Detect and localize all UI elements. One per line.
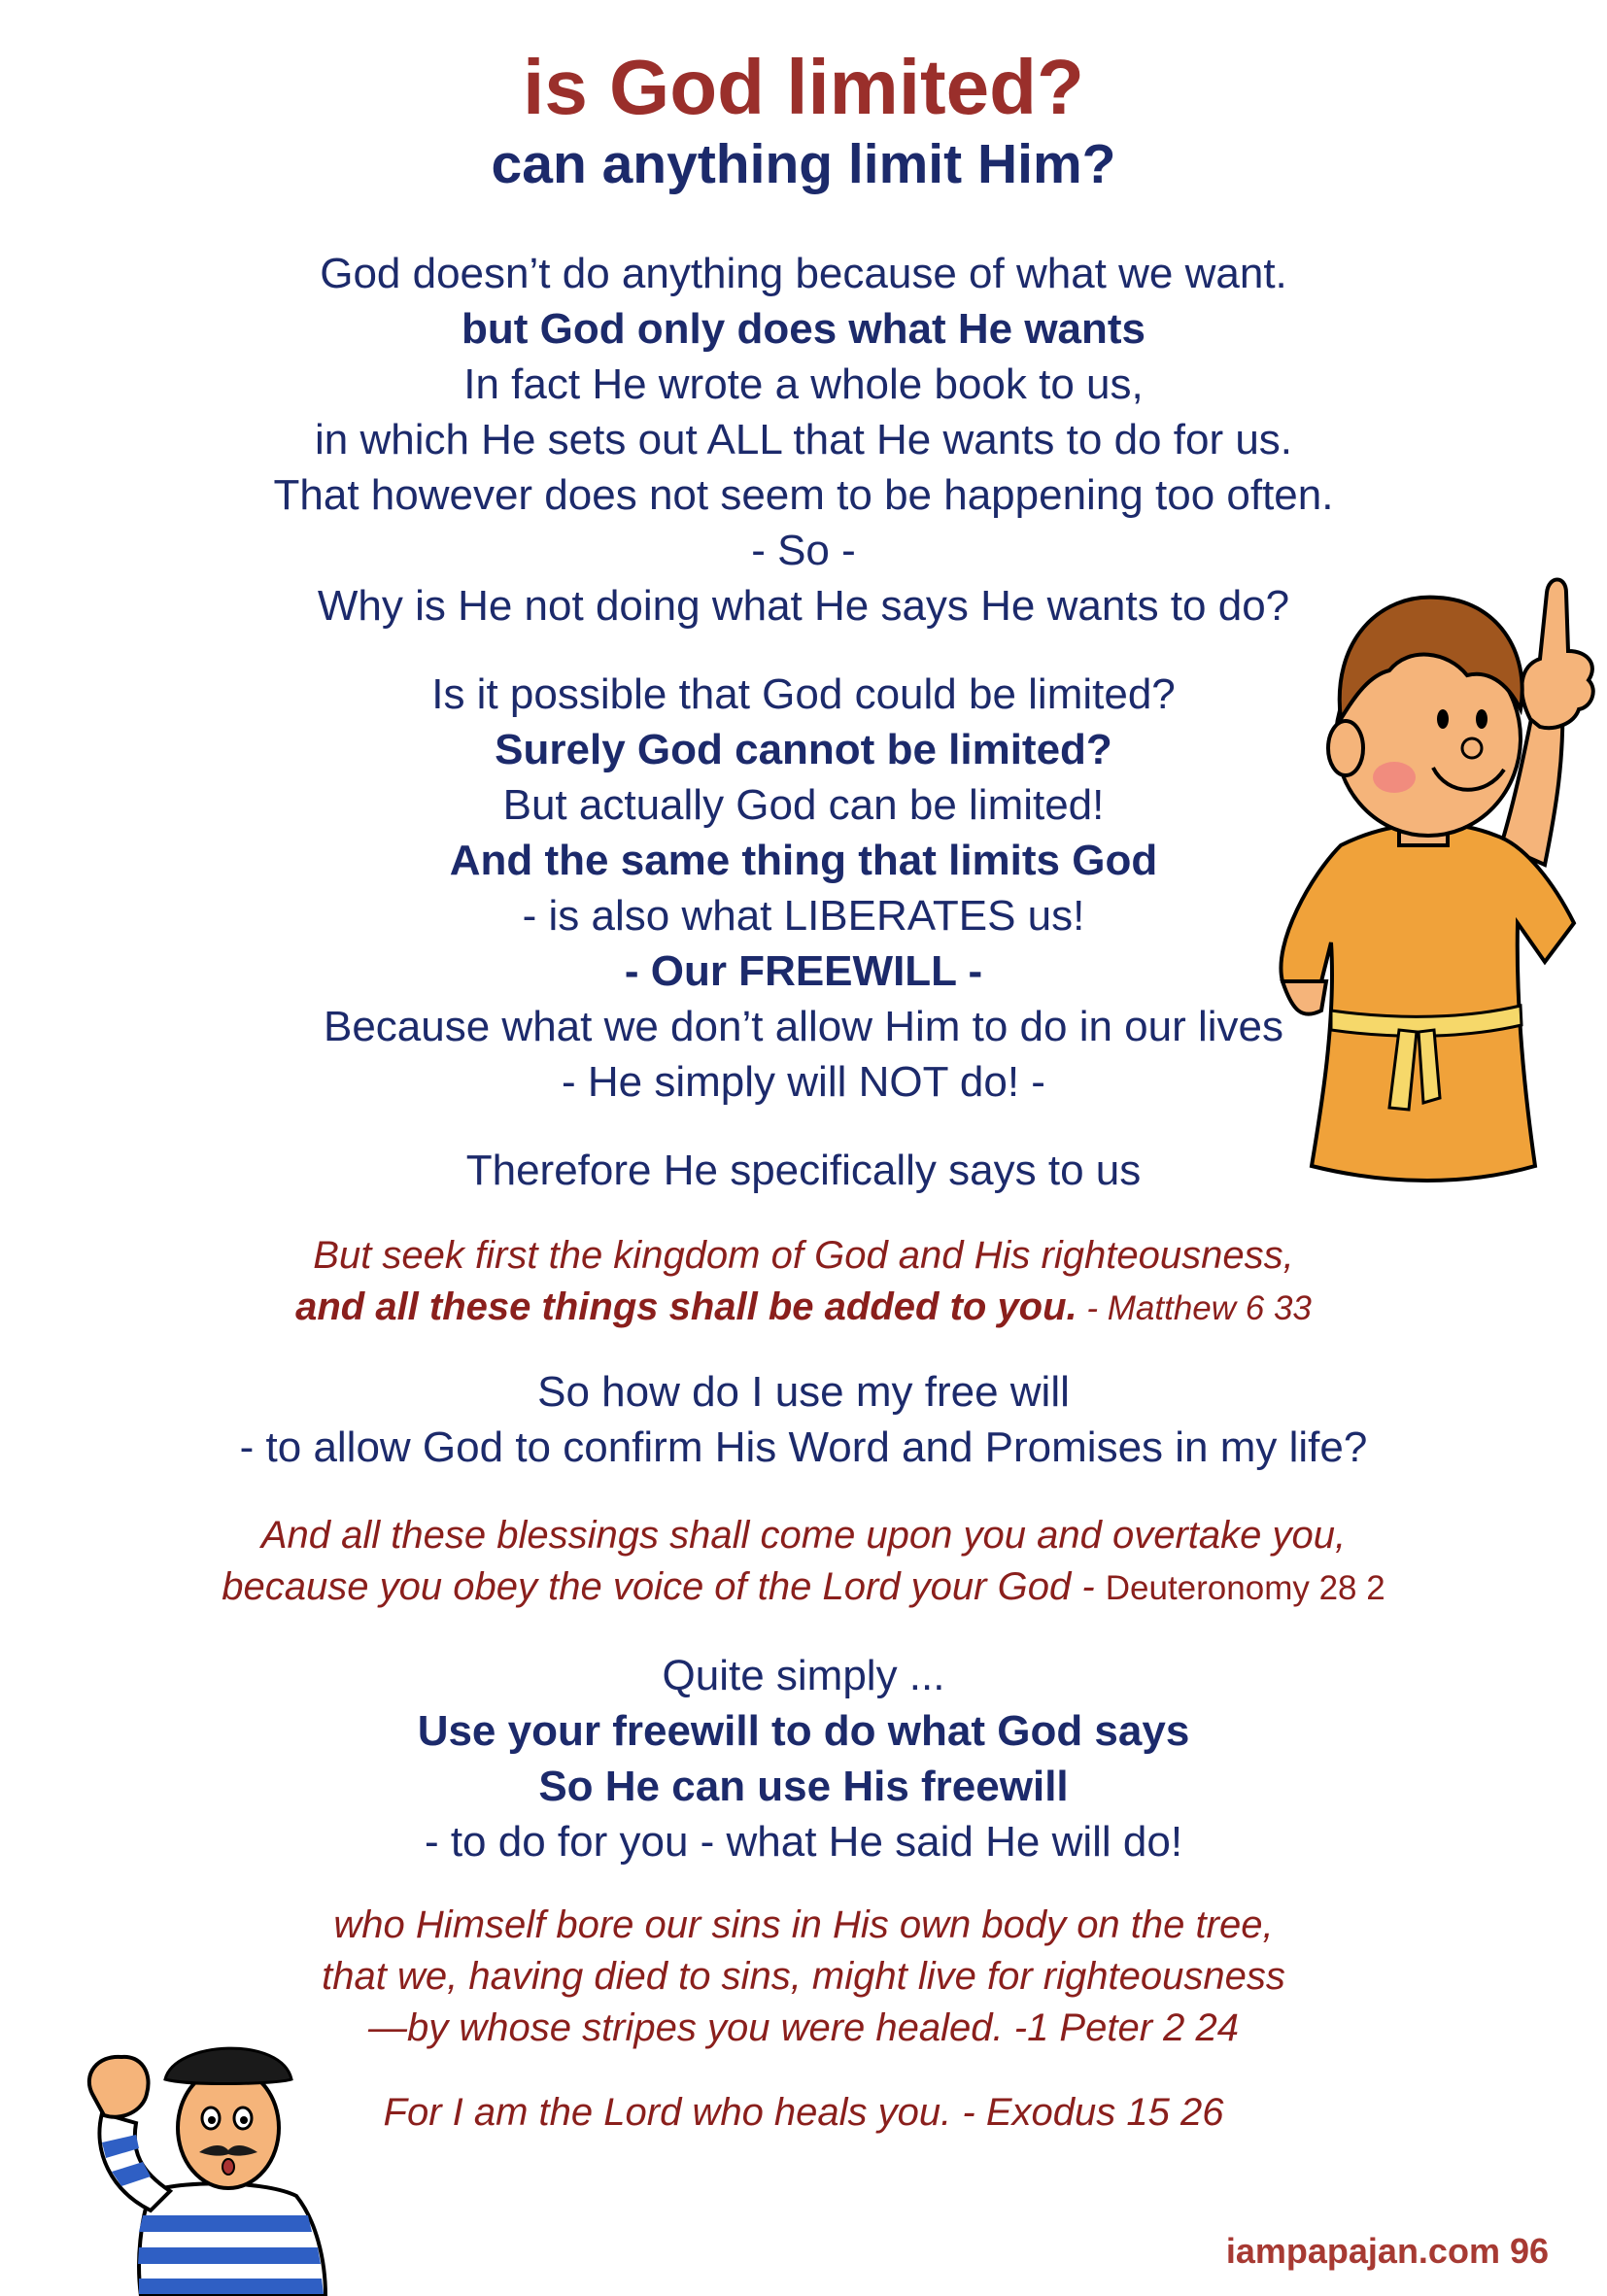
text-line: - He simply will NOT do! - bbox=[562, 1058, 1045, 1106]
text-line-bold: Surely God cannot be limited? bbox=[495, 726, 1112, 773]
text-line-bold: Use your freewill to do what God says bbox=[417, 1707, 1190, 1755]
text-line: God doesn’t do anything because of what we want. bbox=[320, 250, 1287, 297]
verse-exodus: For I am the Lord who heals you. - Exodus 15 26 bbox=[383, 2091, 1224, 2134]
text-line: That however does not seem to be happening too often. bbox=[273, 471, 1334, 519]
verse-line: who Himself bore our sins in His own body on the tree, bbox=[333, 1903, 1274, 1946]
text-line: So how do I use my free will bbox=[537, 1368, 1070, 1416]
verse-reference: - Matthew 6 33 bbox=[1077, 1289, 1312, 1327]
beret-man-illustration bbox=[83, 2026, 345, 2296]
page-subtitle: can anything limit Him? bbox=[491, 133, 1116, 195]
text-line: But actually God can be limited! bbox=[502, 781, 1105, 829]
text-line-bold: - Our FREEWILL - bbox=[624, 947, 983, 995]
answer-block bbox=[0, 1648, 1607, 1869]
text-line: in which He sets out ALL that He wants to do for us. bbox=[314, 416, 1293, 463]
question-block bbox=[0, 1364, 1607, 1475]
verse-reference: Deuteronomy 28 2 bbox=[1105, 1569, 1385, 1607]
verse-line bbox=[0, 1561, 1607, 1614]
text-line: Why is He not doing what He says He wants to do? bbox=[317, 582, 1290, 630]
verse-line: But seek first the kingdom of God and His righteousness, bbox=[313, 1234, 1294, 1277]
text-line: Because what we don’t allow Him to do in our lives bbox=[323, 1003, 1284, 1050]
text-line: - to do for you - what He said He will do! bbox=[424, 1818, 1183, 1866]
verse-line: —by whose stripes you were healed. -1 Peter 2 24 bbox=[367, 2006, 1240, 2049]
text-line: - to allow God to confirm His Word and Promises in my life? bbox=[239, 1423, 1368, 1471]
text-line-bold: but God only does what He wants bbox=[461, 305, 1146, 353]
verse-deuteronomy bbox=[0, 1510, 1607, 1614]
text-line: - is also what LIBERATES us! bbox=[522, 892, 1085, 940]
pointing-boy-illustration bbox=[1253, 554, 1603, 1195]
therefore-line: Therefore He specifically says to us bbox=[465, 1147, 1142, 1194]
text-line: - So - bbox=[751, 527, 856, 574]
verse-matthew bbox=[0, 1230, 1607, 1334]
text-line: In fact He wrote a whole book to us, bbox=[463, 360, 1144, 408]
verse-line: that we, having died to sins, might live for righteousness bbox=[322, 1955, 1285, 1998]
verse-line bbox=[0, 1282, 1607, 1334]
verse-line-bold: and all these things shall be added to you. bbox=[295, 1285, 1077, 1328]
page-title: is God limited? bbox=[523, 44, 1084, 130]
text-line-bold: So He can use His freewill bbox=[538, 1763, 1069, 1810]
verse-line-text: because you obey the voice of the Lord your God - bbox=[222, 1565, 1106, 1608]
text-line-bold: And the same thing that limits God bbox=[449, 837, 1158, 884]
page-footer: iampapajan.com 96 bbox=[1225, 2231, 1549, 2271]
text-line: Is it possible that God could be limited? bbox=[431, 670, 1176, 718]
text-line: Quite simply ... bbox=[662, 1652, 945, 1699]
verse-line: And all these blessings shall come upon you and overtake you, bbox=[260, 1514, 1347, 1557]
